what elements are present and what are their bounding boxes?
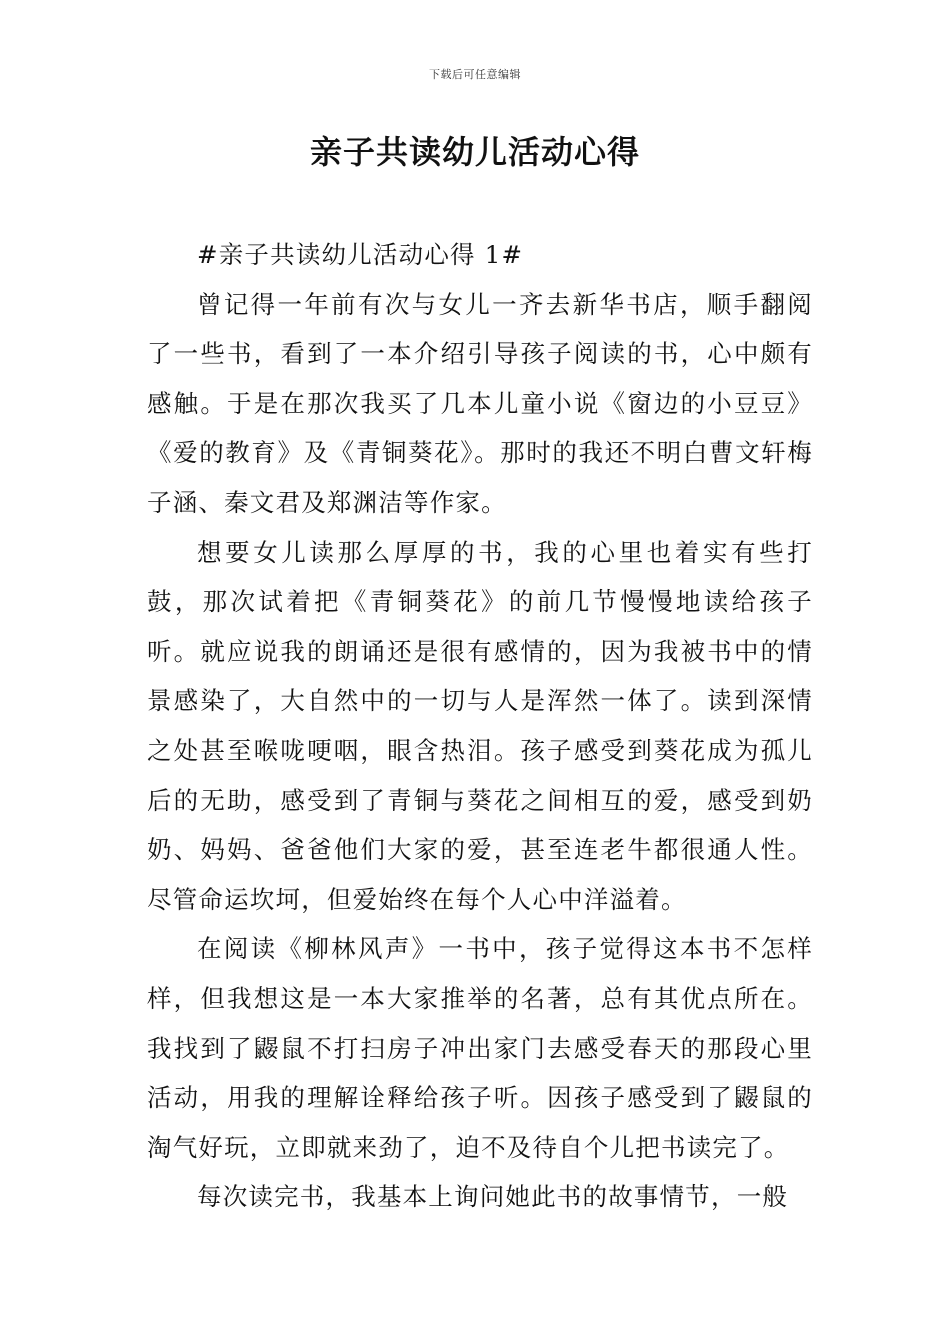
paragraph-1: 曾记得一年前有次与女儿一齐去新华书店，顺手翻阅了一些书，看到了一本介绍引导孩子阅读的书，心中颇有感触。于是在那次我买了几本儿童小说《窗边的小豆豆》《爱的教育》及《青铜葵花》。那时的我还不明白曹文轩梅子涵、秦文君及郑渊洁等作家。 xyxy=(147,289,813,517)
paragraph-2: 想要女儿读那么厚厚的书，我的心里也着实有些打鼓，那次试着把《青铜葵花》的前几节慢慢地读给孩子听。就应说我的朗诵还是很有感情的，因为我被书中的情景感染了，大自然中的一切与人是浑然一体了。读到深情之处甚至喉咙哽咽，眼含热泪。孩子感受到葵花成为孤儿后的无助，感受到了青铜与葵花之间相互的爱，感受到奶奶、妈妈、爸爸他们大家的爱，甚至连老牛都很通人性。尽管命运坎坷，但爱始终在每个人心中洋溢着。 xyxy=(147,537,813,914)
section-heading: #亲子共读幼儿活动心得 1# xyxy=(197,240,524,269)
paragraph-3: 在阅读《柳林风声》一书中，孩子觉得这本书不怎样样，但我想这是一本大家推举的名著，总有其优点所在。我找到了鼹鼠不打扫房子冲出家门去感受春天的那段心里活动，用我的理解诠释给孩子听。因孩子感受到了鼹鼠的淘气好玩，立即就来劲了，迫不及待自个儿把书读完了。 xyxy=(147,934,813,1162)
document-title: 亲子共读幼儿活动心得 xyxy=(309,133,640,171)
document-body xyxy=(147,230,813,1222)
header-note: 下载后可任意编辑 xyxy=(429,68,521,81)
paragraph-4: 每次读完书，我基本上询问她此书的故事情节，一般 xyxy=(197,1182,789,1212)
